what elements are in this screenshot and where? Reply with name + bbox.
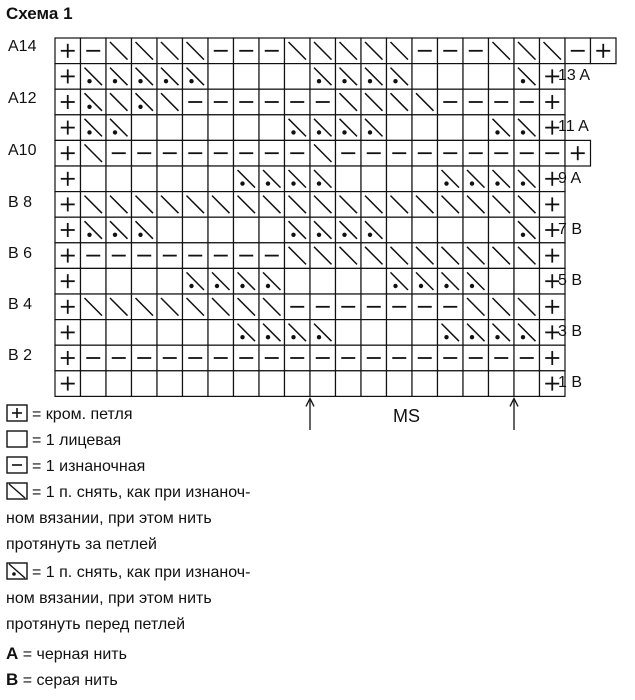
- grid-cell-knit: [336, 371, 362, 397]
- yarn-front-dot: [87, 130, 91, 134]
- grid-cell-knit: [183, 217, 209, 243]
- grid-cell-knit: [336, 268, 362, 294]
- yarn-front-dot: [138, 105, 142, 109]
- yarn-front-dot: [444, 284, 448, 288]
- grid-cell-knit: [234, 64, 260, 90]
- legend-text-continued: ном вязании, при этом нить: [6, 510, 212, 527]
- row-label-left: A10: [8, 142, 37, 159]
- row-label-left: B 2: [8, 347, 33, 364]
- yarn-front-dot: [495, 130, 499, 134]
- grid-cell-knit: [489, 268, 515, 294]
- grid-cell-knit: [183, 320, 209, 346]
- yarn-front-dot: [87, 79, 91, 83]
- grid-cell-knit: [514, 371, 540, 397]
- yarn-front-dot: [470, 335, 474, 339]
- grid-cell-knit: [310, 268, 336, 294]
- yarn-front-dot: [240, 284, 244, 288]
- grid-cell-knit: [259, 115, 285, 141]
- yarn-front-dot: [521, 130, 525, 134]
- row-label-right: 13 A: [558, 67, 591, 84]
- row-label-right: 1 B: [558, 374, 583, 391]
- legend-text: = 1 п. снять, как при изнаноч-: [32, 564, 251, 581]
- grid-cell-knit: [285, 268, 311, 294]
- yarn-front-dot: [87, 105, 91, 109]
- grid-cell-knit: [234, 217, 260, 243]
- yarn-front-dot: [521, 79, 525, 83]
- legend-edge-stitch: [6, 404, 132, 426]
- yarn-front-dot: [444, 181, 448, 185]
- grid-cell-knit: [259, 64, 285, 90]
- grid-cell-knit: [336, 320, 362, 346]
- grid-cell-knit: [463, 217, 489, 243]
- grid-cell-knit: [234, 115, 260, 141]
- yarn-text: = серая нить: [22, 672, 118, 689]
- grid-cell-knit: [157, 166, 183, 192]
- grid-cell-knit: [234, 371, 260, 397]
- grid-cell-knit: [438, 64, 464, 90]
- row-label-left: B 6: [8, 245, 33, 262]
- grid-cell-knit: [259, 217, 285, 243]
- row-label-right: 7 B: [558, 221, 583, 238]
- grid-cell-knit: [208, 320, 234, 346]
- yarn-front-dot: [393, 284, 397, 288]
- yarn-front-dot: [291, 233, 295, 237]
- grid-cell-knit: [208, 64, 234, 90]
- grid-cell-knit: [157, 371, 183, 397]
- grid-cell-knit: [463, 371, 489, 397]
- row-label-left: B 8: [8, 194, 33, 211]
- grid-cell-knit: [463, 115, 489, 141]
- grid-cell-knit: [412, 371, 438, 397]
- yarn-front-dot: [342, 79, 346, 83]
- grid-cell-knit: [132, 268, 158, 294]
- row-label-right: 3 B: [558, 323, 583, 340]
- yarn-front-dot: [189, 79, 193, 83]
- yarn-front-dot: [317, 233, 321, 237]
- row-label-left: B 4: [8, 296, 33, 313]
- grid-cell-knit: [438, 371, 464, 397]
- grid-cell-knit: [412, 320, 438, 346]
- grid-cell-knit: [106, 371, 132, 397]
- yarn-front-dot: [521, 181, 525, 185]
- grid-cell-knit: [132, 320, 158, 346]
- yarn-front-dot: [240, 181, 244, 185]
- edge-stitch-icon: [6, 404, 28, 422]
- grid-cell-knit: [81, 268, 107, 294]
- grid-cell-knit: [81, 371, 107, 397]
- yarn-front-dot: [342, 233, 346, 237]
- yarn-front-dot: [266, 284, 270, 288]
- yarn-front-dot: [342, 130, 346, 134]
- grid-cell-knit: [438, 115, 464, 141]
- legend-text: = 1 изнаночная: [32, 458, 146, 475]
- yarn-front-dot: [87, 233, 91, 237]
- grid-cell-knit: [412, 166, 438, 192]
- grid-cell-knit: [157, 268, 183, 294]
- legend-text: = кром. петля: [32, 406, 133, 423]
- grid-cell-knit: [387, 371, 413, 397]
- grid-cell-knit: [361, 371, 387, 397]
- yarn-front-dot: [368, 130, 372, 134]
- grid-cell-knit: [412, 64, 438, 90]
- yarn-front-dot: [113, 79, 117, 83]
- row-label-right: 9 A: [558, 170, 582, 187]
- yarn-front-dot: [368, 79, 372, 83]
- legend-slip-back: [6, 482, 250, 504]
- yarn-front-dot: [189, 284, 193, 288]
- yarn-front-dot: [113, 233, 117, 237]
- yarn-front-dot: [368, 233, 372, 237]
- grid-cell-knit: [387, 217, 413, 243]
- grid-cell-knit: [489, 217, 515, 243]
- legend-text-continued: протянуть перед петлей: [6, 616, 186, 633]
- grid-cell-knit: [387, 166, 413, 192]
- yarn-front-dot: [444, 335, 448, 339]
- ms-repeat-label: MS: [393, 406, 420, 426]
- grid-cell-knit: [387, 320, 413, 346]
- grid-cell-knit: [387, 115, 413, 141]
- yarn-front-dot: [521, 233, 525, 237]
- yarn-front-dot: [317, 181, 321, 185]
- grid-cell-knit: [489, 64, 515, 90]
- row-label-right: 11 A: [558, 118, 589, 135]
- legend-text: = 1 лицевая: [32, 432, 122, 449]
- grid-cell-knit: [208, 371, 234, 397]
- grid-cell-knit: [285, 64, 311, 90]
- yarn-front-dot: [291, 335, 295, 339]
- yarn-front-dot: [291, 130, 295, 134]
- grid-cell-knit: [361, 268, 387, 294]
- knit-stitch-icon: [6, 430, 28, 448]
- diagram-title: Схема 1: [6, 4, 73, 23]
- grid-cell-knit: [132, 371, 158, 397]
- grid-cell-knit: [183, 371, 209, 397]
- grid-cell-knit: [463, 64, 489, 90]
- row-label-left: A12: [8, 90, 37, 107]
- yarn-front-dot: [138, 233, 142, 237]
- yarn-front-dot: [521, 335, 525, 339]
- purl-stitch-icon: [6, 456, 28, 474]
- yarn-letter: A: [6, 644, 19, 663]
- grid-cell-knit: [361, 320, 387, 346]
- yarn-front-dot: [419, 284, 423, 288]
- grid-cell-knit: [81, 320, 107, 346]
- grid-cell-knit: [438, 217, 464, 243]
- yarn-letter: B: [6, 670, 19, 689]
- slip-yarn-front-icon: [6, 562, 28, 580]
- yarn-front-dot: [393, 79, 397, 83]
- yarn-a-legend: [6, 644, 127, 664]
- yarn-front-dot: [317, 335, 321, 339]
- yarn-front-dot: [215, 284, 219, 288]
- grid-cell-knit: [310, 371, 336, 397]
- row-label-left: A14: [8, 38, 37, 55]
- grid-cell-knit: [106, 268, 132, 294]
- yarn-front-dot: [266, 335, 270, 339]
- legend-knit: [6, 430, 121, 452]
- grid-cell-knit: [412, 115, 438, 141]
- yarn-front-dot: [164, 79, 168, 83]
- grid-cell-knit: [489, 371, 515, 397]
- grid-cell-knit: [132, 166, 158, 192]
- grid-cell-knit: [285, 371, 311, 397]
- legend-text: = 1 п. снять, как при изнаноч-: [32, 484, 251, 501]
- grid-cell-knit: [132, 115, 158, 141]
- grid-cell-knit: [361, 166, 387, 192]
- slip-yarn-back-icon: [6, 482, 28, 500]
- grid-cell-knit: [259, 371, 285, 397]
- grid-cell-knit: [157, 217, 183, 243]
- legend-text-continued: протянуть за петлей: [6, 536, 157, 553]
- grid-cell-knit: [183, 115, 209, 141]
- grid-cell-knit: [208, 217, 234, 243]
- yarn-b-legend: [6, 670, 118, 690]
- yarn-front-dot: [317, 130, 321, 134]
- grid-cell-knit: [183, 166, 209, 192]
- yarn-front-dot: [317, 79, 321, 83]
- grid-cell-knit: [157, 115, 183, 141]
- yarn-front-dot: [470, 284, 474, 288]
- legend-text-continued: ном вязании, при этом нить: [6, 590, 212, 607]
- grid-cell-knit: [514, 268, 540, 294]
- grid-cell-knit: [157, 320, 183, 346]
- yarn-front-dot: [495, 335, 499, 339]
- grid-cell-knit: [336, 166, 362, 192]
- yarn-front-dot: [240, 335, 244, 339]
- grid-cell-knit: [106, 166, 132, 192]
- yarn-text: = черная нить: [22, 646, 127, 663]
- yarn-front-dot: [495, 181, 499, 185]
- grid-cell-knit: [106, 320, 132, 346]
- row-label-right: 5 B: [558, 272, 583, 289]
- grid-cell-knit: [208, 166, 234, 192]
- grid-cell-knit: [412, 217, 438, 243]
- yarn-front-dot: [266, 181, 270, 185]
- grid-cell-knit: [81, 166, 107, 192]
- yarn-front-dot: [291, 181, 295, 185]
- yarn-front-dot: [113, 130, 117, 134]
- legend-purl: [6, 456, 145, 478]
- yarn-front-dot: [138, 79, 142, 83]
- yarn-front-dot: [470, 181, 474, 185]
- legend-slip-front: [6, 562, 250, 584]
- grid-cell-knit: [208, 115, 234, 141]
